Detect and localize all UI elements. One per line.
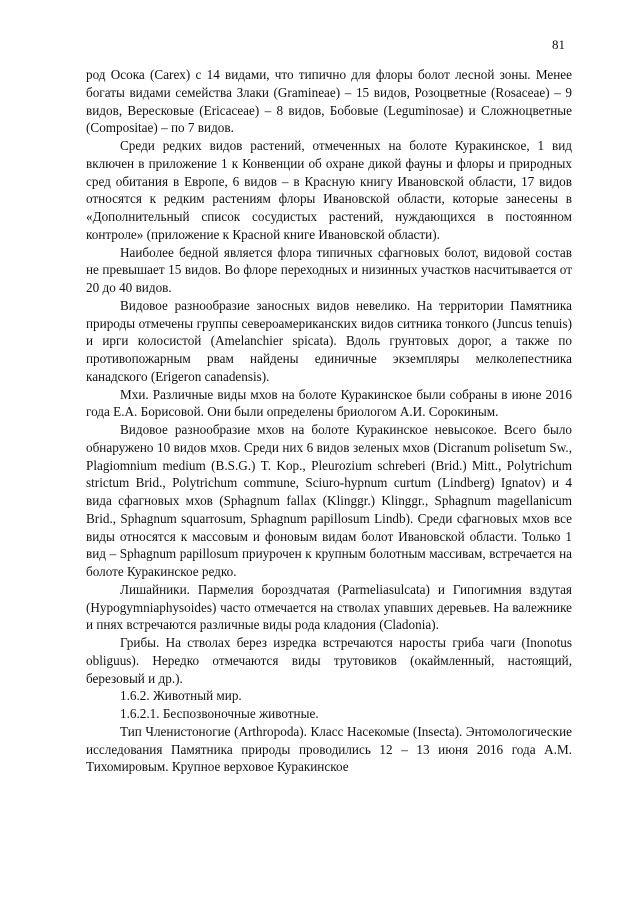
paragraph: Тип Членистоногие (Arthropoda). Класс Насекомые (Insecta). Энтомологические исследования Памятника природы проводились 12 – 13 июня 2016 года А.М. Тихомировым. Крупное верховое Куракинское: [86, 723, 572, 775]
page-number: 81: [552, 37, 565, 52]
paragraph: род Осока (Carex) с 14 видами, что типично для флоры болот лесной зоны. Менее богаты видами семейства Злаки (Gramineae) – 15 видов, Розоцветные (Rosaceae) – 9 видов, Вересковые (Ericaceae) – 8 видов, Бобовые (Leguminosae) и Сложноцветные (Compositae) – по 7 видов.: [86, 67, 572, 136]
paragraph: Видовое разнообразие мхов на болоте Куракинское невысокое. Всего было обнаружено 10 видов мхов. Среди них 6 видов зеленых мхов (Dicranum polisetum Sw., Plagiomnium medium (B.S.G.) T. Kop., Pleurozium schreberi (Brid.) Mitt., Polytrichum strictum Brid., Polytrichum commune, Sciuro-hypnum curtum (Lindberg) Ignatov) и 4 вида сфагновых мхов (Sphagnum fallax (Klinggr.) Klinggr., Sphagnum magellanicum Brid., Sphagnum squarrosum, Sphagnum papillosum Lindb). Среди сфагновых мхов все виды относятся к массовым и фоновым видам болот Ивановской области. Только 1 вид – Sphagnum papillosum приурочен к крупным болотным массивам, встречается на болоте Куракинское редко.: [86, 422, 572, 579]
paragraph: Мхи. Различные виды мхов на болоте Куракинское были собраны в июне 2016 года Е.А. Борисовой. Они были определены бриологом А.И. Сорокиным.: [86, 386, 572, 420]
paragraph: Наиболее бедной является флора типичных сфагновых болот, видовой состав не превышает 15 видов. Во флоре переходных и низинных участков насчитывается от 20 до 40 видов.: [86, 244, 572, 295]
paragraph: Лишайники. Пармелия бороздчатая (Parmeliasulcata) и Гипогимния вздутая (Hypogymniaphysoides) часто отмечается на стволах упавших деревьев. На валежнике и пнях встречаются различные виды рода кладония (Cladonia).: [86, 581, 572, 633]
section-heading: 1.6.2. Животный мир.: [120, 688, 242, 704]
subsection-heading: 1.6.2.1. Беспозвоночные животные.: [120, 706, 319, 721]
paragraph: Видовое разнообразие заносных видов невелико. На территории Памятника природы отмечены группы североамериканских видов ситника тонкого (Juncus tenuis) и ирги колосистой (Amelanchier spicata). Вдоль грунтовых дорог, а также по противопожарным рвам найдены единичные экземпляры мелколепестника канадского (Erigeron canadensis).: [86, 297, 572, 384]
body-text: [86, 66, 572, 776]
paragraph: Грибы. На стволах берез изредка встречаются наросты гриба чаги (Inonotus obliguus). Нередко отмечаются виды трутовиков (окаймленный, настоящий, березовый и др.).: [86, 635, 572, 686]
paragraph: Среди редких видов растений, отмеченных на болоте Куракинское, 1 вид включен в приложение 1 к Конвенции об охране дикой фауны и флоры и природных сред обитания в Европе, 6 видов – в Красную книгу Ивановской области, 17 видов относятся к редким растениям флоры Ивановской области, которые занесены в «Дополнительный список сосудистых растений, нуждающихся в постоянном контроле» (приложение к Красной книге Ивановской области).: [86, 138, 572, 242]
